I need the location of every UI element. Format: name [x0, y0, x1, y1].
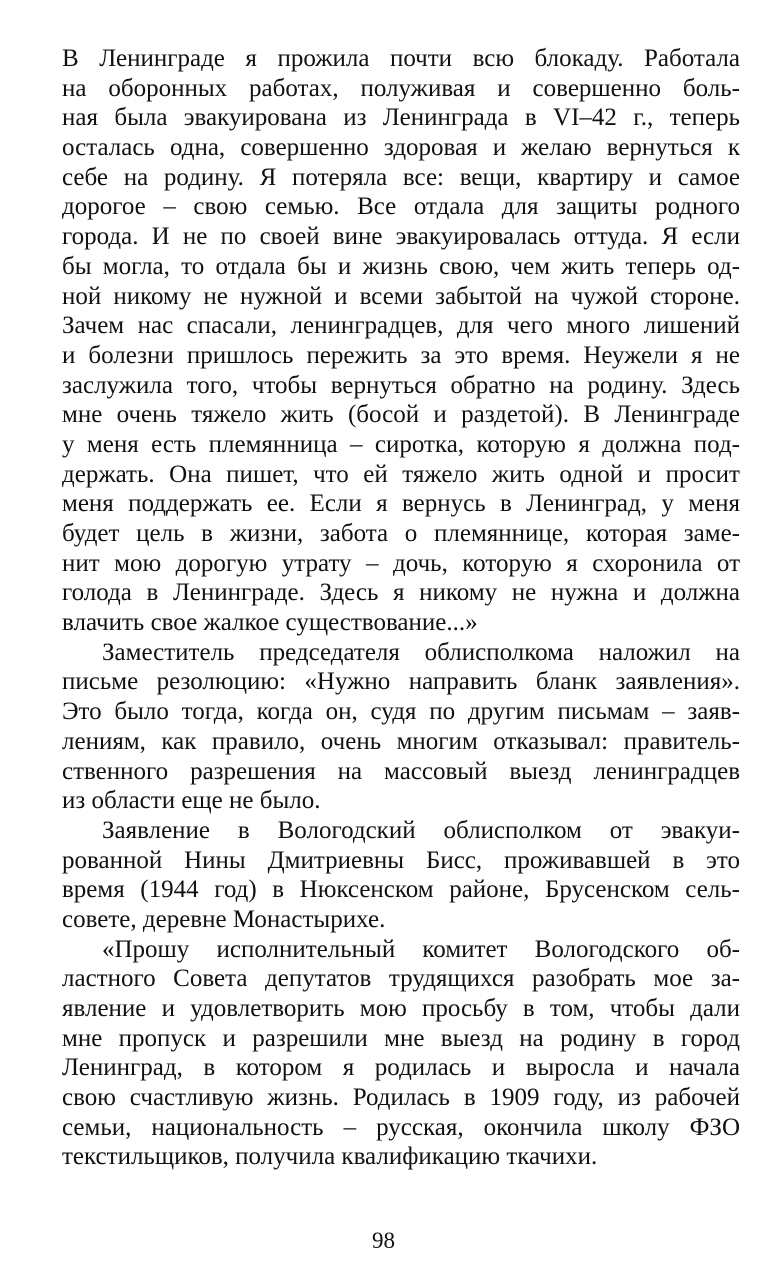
text-line: бы могла, то отдала бы и жизнь свою, чем жить теперь од-: [62, 252, 740, 280]
paragraph: [62, 44, 740, 638]
page-number: 98: [372, 1228, 395, 1253]
page-body: [62, 44, 740, 1172]
text-line: осталась одна, совершенно здоровая и желаю вернуться к: [62, 134, 740, 162]
paragraph: [62, 638, 740, 816]
text-line: дорогое – свою семью. Все отдала для защиты родного: [62, 193, 740, 221]
text-line: мне очень тяжело жить (босой и раздетой). В Ленинграде: [62, 401, 740, 429]
text-line: меня поддержать ее. Если я вернусь в Ленинград, у меня: [62, 490, 740, 518]
text-line: рованной Нины Дмитриевны Бисс, проживавшей в это: [62, 846, 740, 874]
text-line: лениям, как правило, очень многим отказывал: правитель-: [62, 727, 740, 755]
text-line: письме резолюцию: «Нужно направить бланк заявления».: [62, 668, 740, 696]
text-line: Заместитель председателя облисполкома наложил на: [102, 638, 740, 666]
text-line: голода в Ленинграде. Здесь я никому не нужна и должна: [62, 579, 740, 607]
text-line: совете, деревне Монастырихе.: [62, 905, 386, 933]
text-line: заслужила того, чтобы вернуться обратно на родину. Здесь: [62, 371, 740, 399]
text-line: ная была эвакуирована из Ленинграда в VI–42 г., теперь: [62, 104, 740, 132]
text-line: города. И не по своей вине эвакуировалась оттуда. Я если: [62, 223, 740, 251]
text-line: из области еще не было.: [62, 787, 321, 815]
text-line: явление и удовлетворить мою просьбу в том, чтобы дали: [62, 995, 740, 1022]
text-line: нит мою дорогую утрату – дочь, которую я схоронила от: [62, 549, 740, 577]
text-line: Ленинград, в котором я родилась и выросла и начала: [62, 1054, 740, 1082]
text-line: ной никому не нужной и всеми забытой на чужой стороне.: [62, 282, 740, 310]
text-line: мне пропуск и разрешили мне выезд на родину в город: [62, 1024, 740, 1052]
text-line: у меня есть племянница – сиротка, которую я должна под-: [62, 430, 740, 458]
text-line: В Ленинграде я прожила почти всю блокаду. Работала: [62, 45, 740, 72]
text-line: ластного Совета депутатов трудящихся разобрать мое за-: [62, 965, 740, 993]
text-line: время (1944 год) в Нюксенском районе, Брусенском сель-: [62, 876, 740, 904]
text-line: текстильщиков, получила квалификацию ткачихи.: [62, 1143, 598, 1171]
text-line: Заявление в Вологодский облисполком от эвакуи-: [102, 816, 740, 844]
text-line: будет цель в жизни, забота о племяннице, которая заме-: [62, 520, 740, 547]
text-line: себе на родину. Я потеряла все: вещи, квартиру и самое: [62, 163, 740, 191]
text-line: «Прошу исполнительный комитет Вологодского об-: [102, 935, 740, 963]
text-line: влачить свое жалкое существование...»: [62, 609, 478, 637]
text-line: Зачем нас спасали, ленинградцев, для чего много лишений: [62, 312, 740, 340]
text-line: на оборонных работах, полуживая и совершенно боль-: [62, 74, 740, 102]
text-line: Это было тогда, когда он, судя по другим письмам – заяв-: [62, 698, 740, 726]
text-line: ственного разрешения на массовый выезд ленинградцев: [62, 757, 740, 785]
paragraph: [62, 816, 740, 935]
text-line: и болезни пришлось пережить за это время. Неужели я не: [62, 341, 740, 369]
paragraph: [62, 935, 740, 1173]
text-line: держать. Она пишет, что ей тяжело жить одной и просит: [62, 460, 740, 488]
text-line: семьи, национальность – русская, окончила школу ФЗО: [62, 1113, 740, 1141]
text-line: свою счастливую жизнь. Родилась в 1909 году, из рабочей: [62, 1084, 740, 1112]
